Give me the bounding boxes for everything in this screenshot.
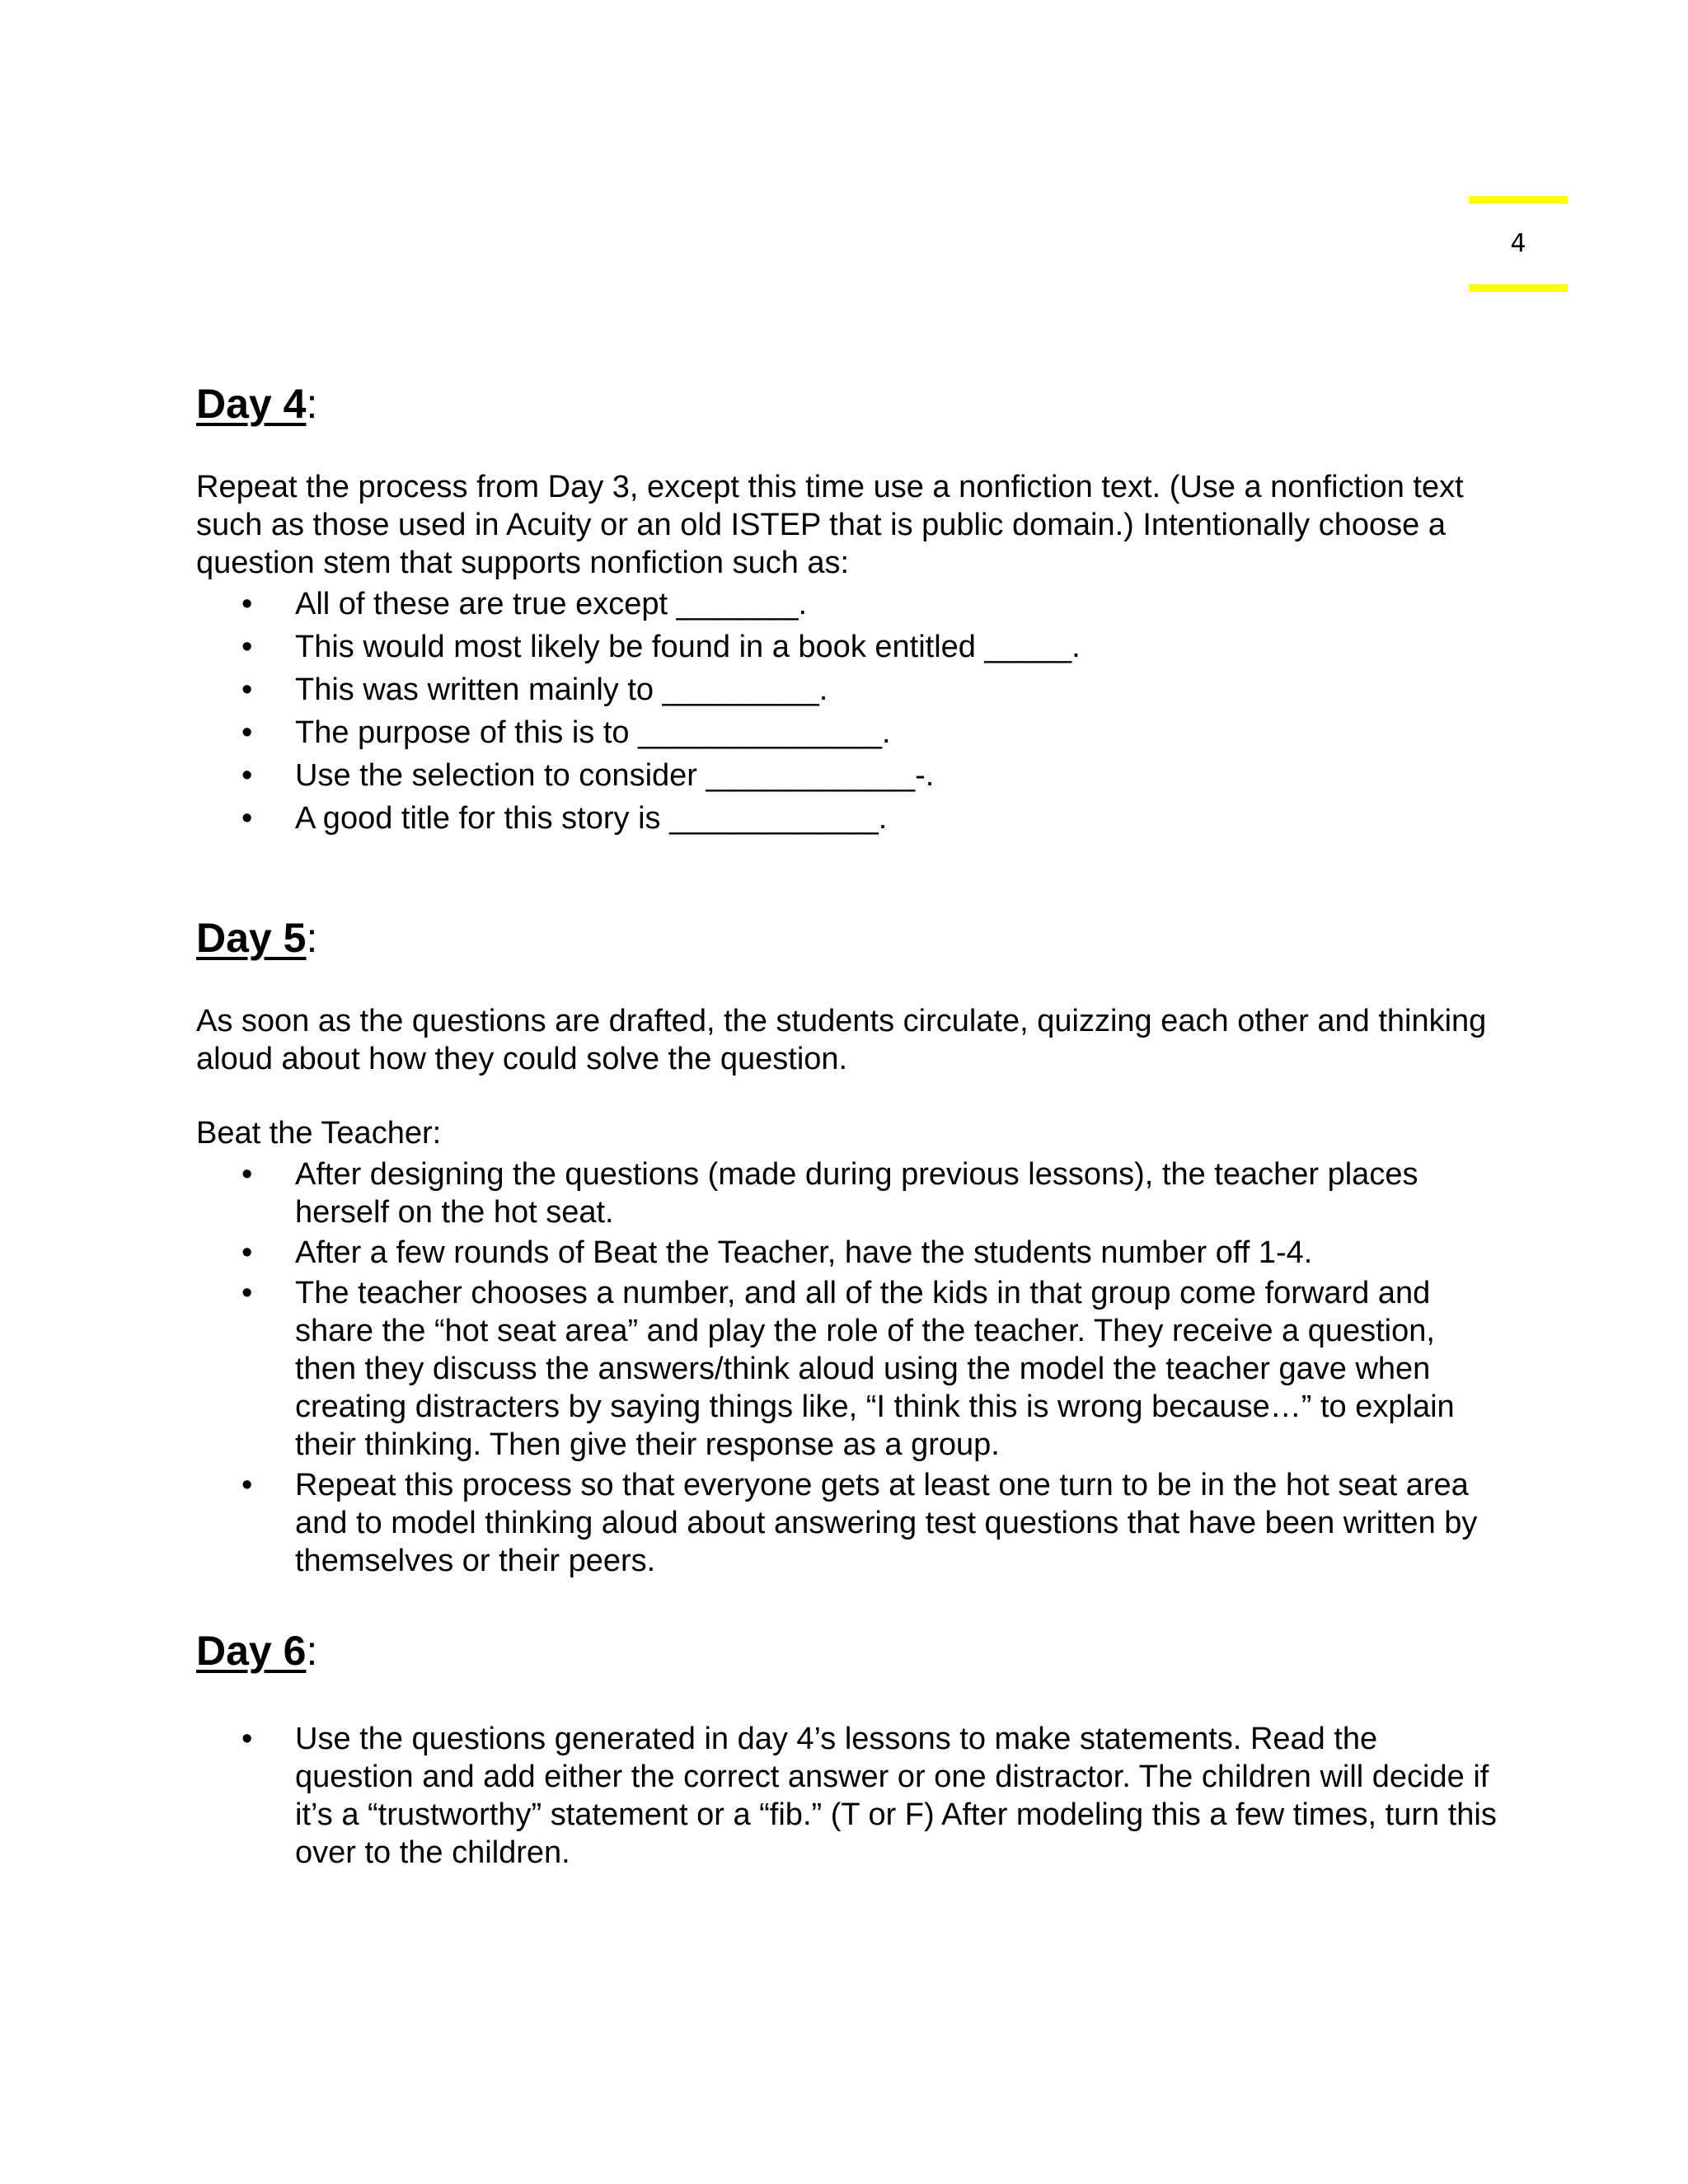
list-item-text: A good title for this story is ____________. [295, 801, 888, 836]
day4-heading [196, 379, 1498, 429]
list-item [196, 585, 1498, 623]
day4-intro: Repeat the process from Day 3, except this time use a nonfiction text. (Use a nonfiction text such as those used in Acuity or an old ISTEP that is public domain.) Intentionally choose a question stem that supports nonfiction such as: [196, 470, 1464, 580]
list-item [196, 757, 1498, 794]
page-number-box [1469, 196, 1568, 288]
bullet-icon: • [241, 1157, 253, 1192]
list-item-text: The purpose of this is to ______________. [295, 715, 891, 750]
day4-colon: : [306, 381, 318, 427]
day5-colon: : [306, 915, 318, 961]
bullet-icon: • [241, 1276, 253, 1310]
bullet-icon: • [241, 758, 253, 793]
list-item-text: Use the selection to consider ____________-. [295, 758, 935, 793]
bullet-icon: • [241, 630, 253, 664]
day6-bullet-list [196, 1720, 1498, 1872]
page-number-top-rule [1469, 196, 1568, 204]
list-item-text: All of these are true except _______. [295, 587, 808, 621]
list-item [196, 1720, 1498, 1872]
page-number-bottom-rule [1469, 284, 1568, 292]
bullet-icon: • [241, 587, 253, 621]
list-item [196, 799, 1498, 837]
list-item-text: The teacher chooses a number, and all of the kids in that group come forward and share the “hot seat area” and play the role of the teacher. They receive a question, then they discuss the answers/think aloud using the model the teacher gave when creating distracters by saying things like, “I think this is wrong because…” to explain their thinking. Then give their response as a group. [295, 1276, 1455, 1462]
list-item [196, 1155, 1498, 1231]
bullet-icon: • [241, 673, 253, 707]
document-body [196, 379, 1498, 1874]
list-item [196, 1234, 1498, 1272]
day6-title: Day 6 [196, 1628, 307, 1674]
day5-heading [196, 913, 1498, 963]
list-item [196, 1274, 1498, 1464]
list-item-text: This was written mainly to _________. [295, 673, 828, 707]
day5-bullet-list [196, 1155, 1498, 1580]
list-item [196, 628, 1498, 666]
bullet-icon: • [241, 715, 253, 750]
list-item-text: This would most likely be found in a book entitled _____. [295, 630, 1081, 664]
list-item-text: Use the questions generated in day 4’s lessons to make statements. Read the question and add either the correct answer or one distractor. The children will decide if it’s a “trustworthy” statement or a “fib.” (T or F) After modeling this a few times, turn this over to the children. [295, 1722, 1497, 1870]
list-item-text: After designing the questions (made during previous lessons), the teacher places herself on the hot seat. [295, 1157, 1418, 1230]
day5-subheading: Beat the Teacher: [196, 1116, 442, 1151]
list-item [196, 714, 1498, 752]
day6-heading [196, 1626, 1498, 1675]
day4-bullet-list [196, 585, 1498, 837]
bullet-icon: • [241, 801, 253, 836]
list-item-text: Repeat this process so that everyone gets at least one turn to be in the hot seat area and to model thinking aloud about answering test questions that have been written by themselves or their peers. [295, 1468, 1478, 1578]
day5-intro: As soon as the questions are drafted, the students circulate, quizzing each other and thinking aloud about how they could solve the question. [196, 1004, 1487, 1076]
day4-title: Day 4 [196, 381, 307, 427]
day5-title: Day 5 [196, 915, 307, 961]
list-item-text: After a few rounds of Beat the Teacher, have the students number off 1-4. [295, 1235, 1313, 1270]
page-number: 4 [1510, 229, 1526, 258]
day6-colon: : [306, 1628, 318, 1674]
bullet-icon: • [241, 1235, 253, 1270]
list-item [196, 1466, 1498, 1580]
list-item [196, 671, 1498, 709]
bullet-icon: • [241, 1468, 253, 1502]
bullet-icon: • [241, 1722, 253, 1756]
